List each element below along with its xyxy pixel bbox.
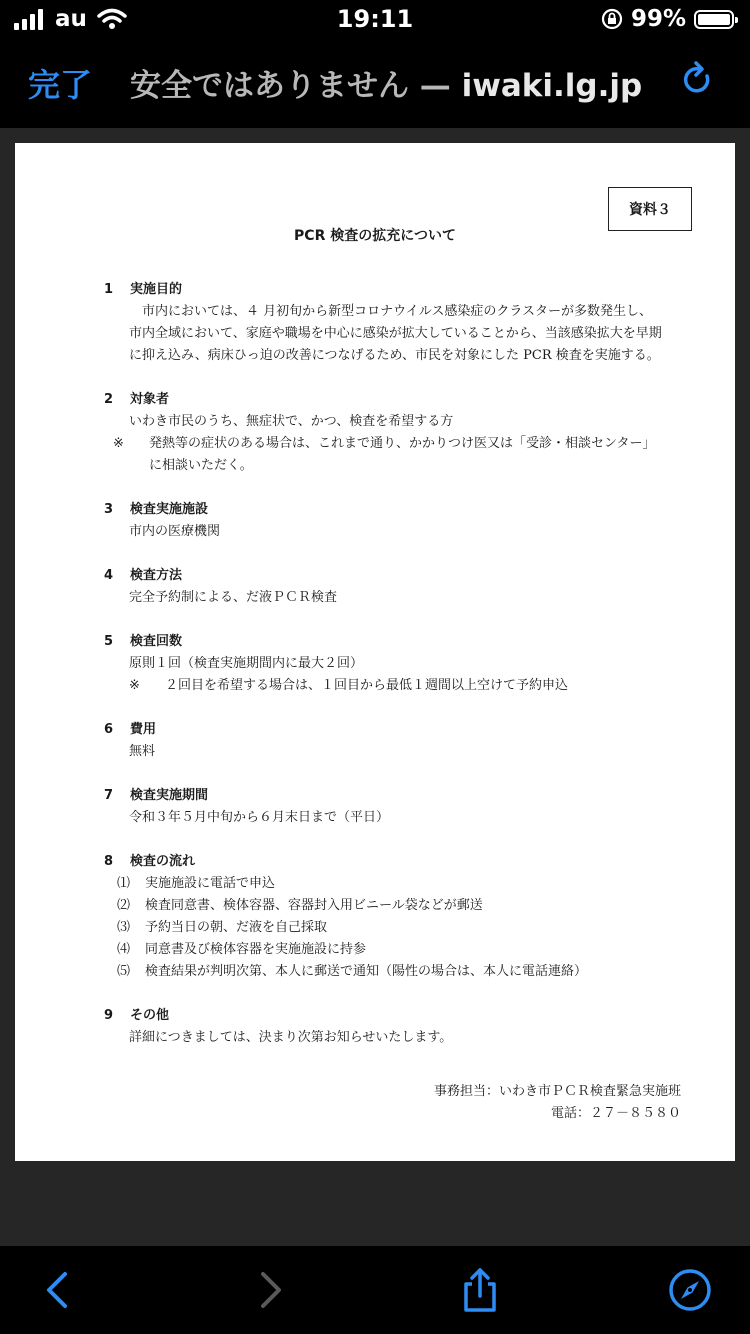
clock: 19:11 xyxy=(336,5,414,33)
insecure-label: 安全ではありません — xyxy=(130,68,462,104)
section-heading: 対象者 xyxy=(130,392,170,407)
share-icon[interactable] xyxy=(458,1268,502,1312)
section-number: 6 xyxy=(104,722,114,737)
document-page xyxy=(15,143,735,1161)
section-text: 市内においては、４ 月初旬から新型コロナウイルス感染症のクラスターが多数発生し、市内全域において、家庭や職場を中心に感染が拡大していることから、当該感染拡大を早期に抑え込み、病床ひっ迫の改善につなげるため、市民を対象にした PCR 検査を実施する。 xyxy=(129,304,662,363)
section-text: 市内の医療機関 xyxy=(129,524,221,539)
status-bar xyxy=(0,0,750,42)
done-button[interactable]: 完了 xyxy=(28,66,93,104)
list-text: 検査同意書、検体容器、容器封入用ビニール袋などが郵送 xyxy=(145,898,483,913)
section-period xyxy=(103,785,663,829)
list-item xyxy=(117,895,663,917)
domain-label: iwaki.lg.jp xyxy=(461,68,643,104)
document-viewer[interactable] xyxy=(0,128,750,1246)
browser-nav-bar xyxy=(0,42,750,128)
list-item xyxy=(117,873,663,895)
reload-icon[interactable] xyxy=(680,60,716,100)
compass-icon[interactable] xyxy=(668,1268,712,1312)
section-text: 無料 xyxy=(129,744,156,759)
section-target xyxy=(103,389,663,477)
note-mark: ※ xyxy=(129,678,140,693)
list-item xyxy=(117,939,663,961)
list-text: 同意書及び検体容器を実施施設に持参 xyxy=(145,942,367,957)
list-number: ⑴ xyxy=(117,876,131,891)
section-heading: 実施目的 xyxy=(130,282,183,297)
section-heading: 検査実施施設 xyxy=(130,502,209,517)
section-number: 1 xyxy=(104,282,114,297)
section-number: 5 xyxy=(104,634,114,649)
section-note xyxy=(113,433,663,477)
section-text: いわき市民のうち、無症状で、かつ、検査を希望する方 xyxy=(129,414,454,429)
list-text: 検査結果が判明次第、本人に郵送で通知（陽性の場合は、本人に電話連絡） xyxy=(145,964,588,979)
section-number: 9 xyxy=(104,1008,114,1023)
list-item xyxy=(117,917,663,939)
contact-office: 事務担当：いわき市ＰＣＲ検査緊急実施班 xyxy=(433,1084,681,1099)
list-number: ⑶ xyxy=(117,920,131,935)
section-number: 7 xyxy=(104,788,114,803)
section-flow xyxy=(103,851,663,983)
browser-toolbar xyxy=(0,1246,750,1334)
list-text: 予約当日の朝、だ液を自己採取 xyxy=(145,920,328,935)
section-heading: 検査実施期間 xyxy=(130,788,209,803)
list-number: ⑷ xyxy=(117,942,131,957)
back-icon[interactable] xyxy=(36,1268,80,1312)
note-mark: ※ xyxy=(113,436,124,451)
carrier-name: au xyxy=(55,6,87,32)
forward-icon[interactable] xyxy=(248,1268,292,1312)
contact-footer xyxy=(434,1081,681,1125)
section-other xyxy=(103,1005,663,1049)
battery-percent: 99% xyxy=(630,6,686,32)
section-text: 詳細につきましては、決まり次第お知らせいたします。 xyxy=(129,1030,453,1045)
list-number: ⑸ xyxy=(117,964,131,979)
battery-icon xyxy=(694,10,734,29)
section-number: 8 xyxy=(104,854,114,869)
section-facility xyxy=(103,499,663,543)
orientation-lock-icon xyxy=(601,8,623,30)
section-method xyxy=(103,565,663,609)
section-heading: 費用 xyxy=(130,722,157,737)
section-text: 原則１回（検査実施期間内に最大２回） xyxy=(129,656,364,671)
note-text: ２回目を希望する場合は、１回目から最低１週間以上空けて予約申込 xyxy=(165,678,569,693)
section-number: 3 xyxy=(104,502,114,517)
section-note xyxy=(129,675,663,697)
section-heading: 検査回数 xyxy=(130,634,183,649)
list-number: ⑵ xyxy=(117,898,131,913)
material-number-box: 資料３ xyxy=(608,187,692,231)
section-heading: 検査の流れ xyxy=(130,854,196,869)
section-cost xyxy=(103,719,663,763)
section-heading: その他 xyxy=(130,1008,170,1023)
list-item xyxy=(117,961,663,983)
url-title[interactable] xyxy=(130,60,660,105)
section-text: 令和３年５月中旬から６月末日まで（平日） xyxy=(129,810,390,825)
section-number: 2 xyxy=(104,392,114,407)
document-title: PCR 検査の拡充について xyxy=(294,228,456,244)
contact-phone: 電話：２７－８５８０ xyxy=(550,1106,681,1121)
section-heading: 検査方法 xyxy=(130,568,183,583)
section-number: 4 xyxy=(104,568,114,583)
section-count xyxy=(103,631,663,697)
section-purpose xyxy=(103,279,663,367)
note-text: 発熱等の症状のある場合は、これまで通り、かかりつけ医又は「受診・相談センター」に相談いただく。 xyxy=(149,436,656,473)
section-text: 完全予約制による、だ液ＰＣＲ検査 xyxy=(129,590,338,605)
list-text: 実施施設に電話で申込 xyxy=(145,876,276,891)
